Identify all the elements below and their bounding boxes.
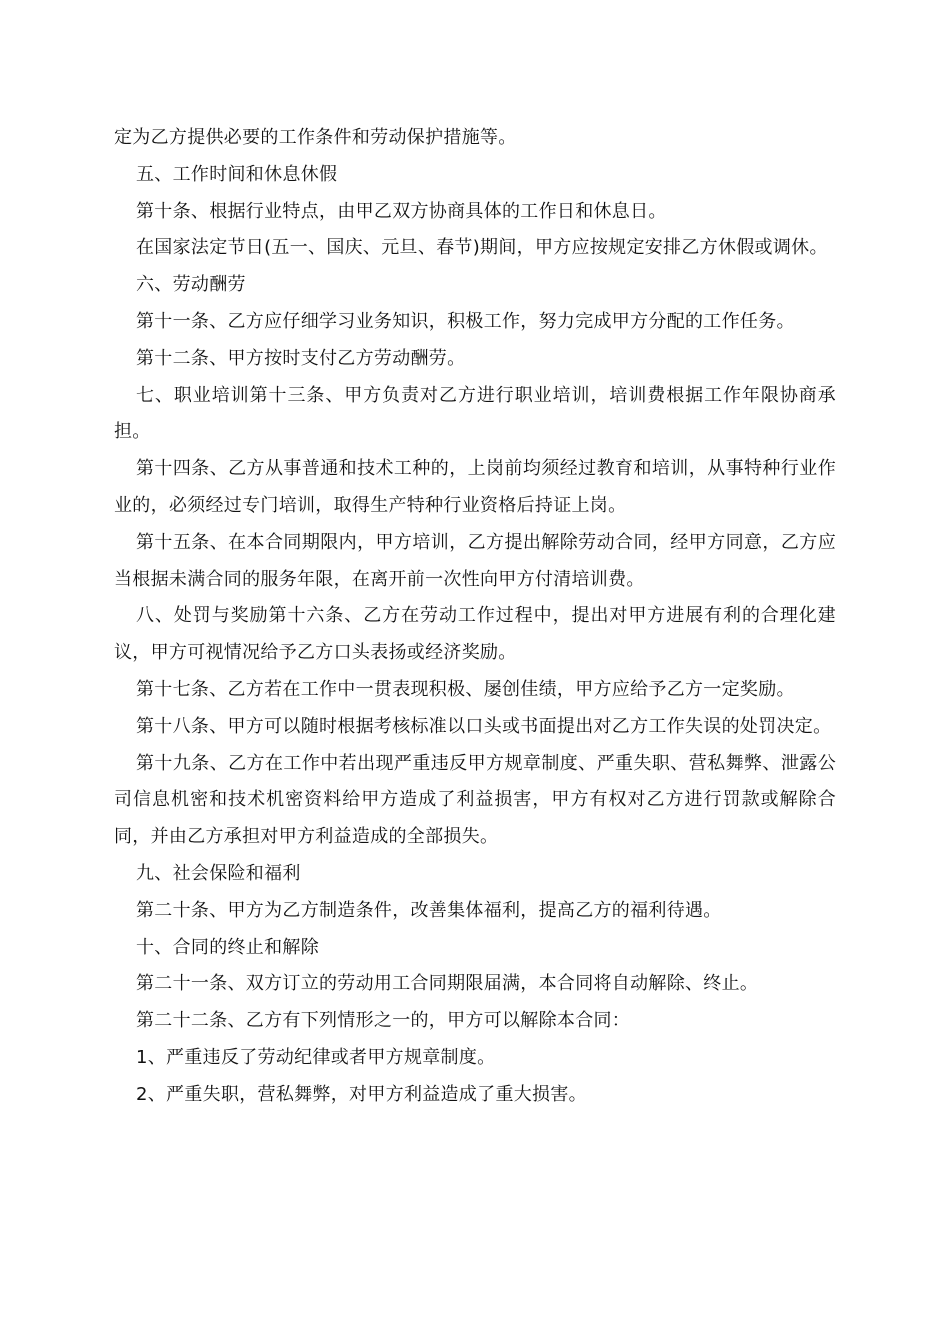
article-17: 第十七条、乙方若在工作中一贯表现积极、屡创佳绩，甲方应给予乙方一定奖励。 xyxy=(136,678,795,700)
section-heading-termination: 十、合同的终止和解除 xyxy=(136,936,319,958)
article-18: 第十八条、甲方可以随时根据考核标准以口头或书面提出对乙方工作失误的处罚决定。 xyxy=(136,715,832,737)
section-heading-work-hours: 五、工作时间和休息休假 xyxy=(136,163,338,185)
paragraph-continuation: 定为乙方提供必要的工作条件和劳动保护措施等。 xyxy=(114,127,517,148)
holiday-paragraph: 在国家法定节日(五一、国庆、元旦、春节)期间，甲方应按规定安排乙方休假或调休。 xyxy=(136,237,828,259)
article-22: 第二十二条、乙方有下列情形之一的，甲方可以解除本合同： xyxy=(136,1010,631,1032)
list-item-1: 1、严重违反了劳动纪律或者甲方规章制度。 xyxy=(136,1046,496,1068)
article-21: 第二十一条、双方订立的劳动用工合同期限届满，本合同将自动解除、终止。 xyxy=(136,973,759,995)
article-10: 第十条、根据行业特点，由甲乙双方协商具体的工作日和休息日。 xyxy=(136,200,667,222)
section-heading-insurance: 九、社会保险和福利 xyxy=(136,862,301,884)
article-14: 第十四条、乙方从事普通和技术工种的，上岗前均须经过教育和培训，从事特种行业作业的，必须经过专门培训，取得生产特种行业资格后持证上岗。 xyxy=(114,458,836,516)
document-page xyxy=(114,120,836,1114)
article-15: 第十五条、在本合同期限内，甲方培训，乙方提出解除劳动合同，经甲方同意，乙方应当根据未满合同的服务年限，在离开前一次性向甲方付清培训费。 xyxy=(114,531,836,590)
article-11: 第十一条、乙方应仔细学习业务知识，积极工作，努力完成甲方分配的工作任务。 xyxy=(136,310,795,332)
section-heading-remuneration: 六、劳动酬劳 xyxy=(136,274,246,296)
list-item-2: 2、严重失职，营私舞弊，对甲方利益造成了重大损害。 xyxy=(136,1083,587,1105)
article-12: 第十二条、甲方按时支付乙方劳动酬劳。 xyxy=(136,347,466,369)
section-heading-training-article-13: 七、职业培训第十三条、甲方负责对乙方进行职业培训，培训费根据工作年限协商承担。 xyxy=(114,384,836,443)
section-heading-rewards-article-16: 八、处罚与奖励第十六条、乙方在劳动工作过程中，提出对甲方进展有利的合理化建议，甲方可视情况给予乙方口头表扬或经济奖励。 xyxy=(114,605,836,664)
article-19: 第十九条、乙方在工作中若出现严重违反甲方规章制度、严重失职、营私舞弊、泄露公司信息机密和技术机密资料给甲方造成了利益损害，甲方有权对乙方进行罚款或解除合同，并由乙方承担对甲方利益造成的全部损失。 xyxy=(114,752,836,848)
article-20: 第二十条、甲方为乙方制造条件，改善集体福利，提高乙方的福利待遇。 xyxy=(136,899,722,921)
